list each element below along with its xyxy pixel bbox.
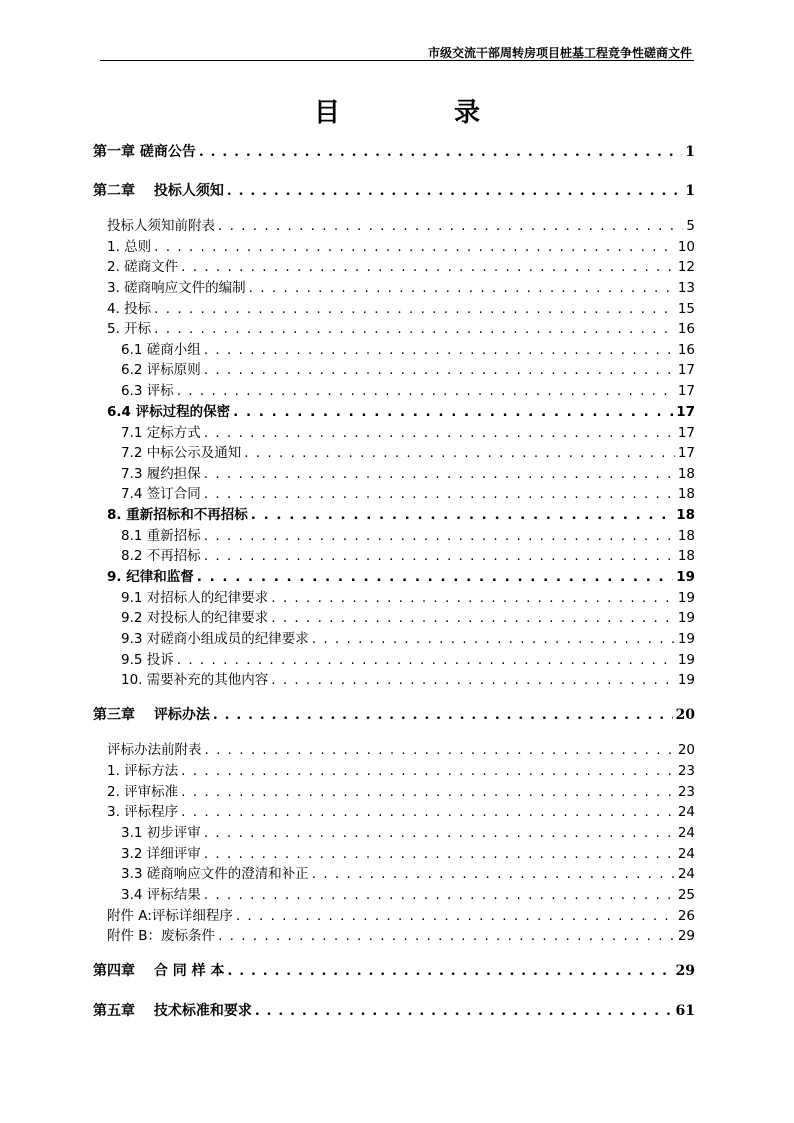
toc-entry-label: 8.2 不再招标 [121,548,201,564]
dot-leader [228,963,673,979]
dot-leader [154,301,675,317]
toc-entry-label: 7.3 履约担保 [121,466,201,482]
toc-entry-label: 8. 重新招标和不再招标 [107,507,248,523]
toc-entry-page-number: 25 [677,887,695,903]
toc-entry[interactable] [121,421,695,441]
toc-entry-label: 投标人须知前附表 [107,218,215,234]
toc-entry-page-number: 24 [677,825,695,841]
toc-entry-label: 7.4 签订合同 [121,486,201,502]
toc-entry-label: 3.3 磋商响应文件的澄清和补正 [121,866,309,882]
dot-leader [227,183,682,199]
toc-entry-label: 第五章 技术标准和要求 [93,1003,252,1019]
dot-leader [181,784,675,800]
toc-entry-label: 1. 总则 [107,239,152,255]
dot-leader [181,259,675,275]
toc-entry-label: 3.1 初步评审 [121,825,201,841]
toc-entry-page-number: 61 [675,1003,695,1019]
toc-chapter-entry[interactable] [93,960,695,980]
dot-leader [205,742,675,758]
toc-entry-label: 3. 评标程序 [107,804,179,820]
dot-leader [213,707,673,723]
toc-entry-label: 8.1 重新招标 [121,528,201,544]
toc-entry-page-number: 19 [677,631,695,647]
toc-entry[interactable] [107,214,695,234]
toc-entry-label: 6.1 磋商小组 [121,342,201,358]
dot-leader [204,887,675,903]
dot-leader [236,908,675,924]
toc-entry-label: 3.2 详细评审 [121,846,201,862]
toc-entry[interactable] [121,842,695,862]
toc-entry-page-number: 19 [677,590,695,606]
toc-entry[interactable] [121,462,695,482]
toc-entry-page-number: 23 [677,763,695,779]
toc-entry-label: 5. 开标 [107,321,152,337]
toc-entry[interactable] [107,738,695,758]
toc-entry-label: 第三章 评标办法 [93,707,210,723]
dot-leader [249,280,675,296]
toc-entry-page-number: 18 [677,486,695,502]
dot-leader [204,362,675,378]
toc-entry-page-number: 20 [675,707,695,723]
toc-entry[interactable] [107,565,695,585]
toc-entry-page-number: 18 [677,548,695,564]
toc-entry-label: 1. 评标方法 [107,763,179,779]
toc-entry-page-number: 5 [686,218,695,234]
toc-entry-page-number: 17 [677,425,695,441]
dot-leader [181,804,675,820]
toc-entry-label: 9.2 对投标人的纪律要求 [121,610,269,626]
toc-entry-page-number: 17 [677,362,695,378]
toc-entry-label: 2. 评审标准 [107,784,179,800]
toc-entry-label: 3.4 评标结果 [121,887,201,903]
toc-entry-page-number: 10 [677,239,695,255]
dot-leader [204,846,675,862]
toc-entry-label: 9.5 投诉 [121,652,174,668]
dot-leader [199,144,682,160]
toc-entry[interactable] [121,586,695,606]
toc-entry-page-number: 17 [676,404,695,420]
toc-entry-page-number: 18 [677,466,695,482]
toc-entry[interactable] [121,627,695,647]
toc-entry[interactable] [121,821,695,841]
toc-entry[interactable] [121,606,695,626]
dot-leader [204,548,675,564]
toc-entry-page-number: 26 [677,908,695,924]
toc-entry[interactable] [121,379,695,399]
dot-leader [255,1003,673,1019]
toc-entry[interactable] [107,759,695,779]
toc-entry-label: 第二章 投标人须知 [93,183,224,199]
toc-entry[interactable] [107,924,695,944]
toc-entry-page-number: 29 [675,963,695,979]
toc-entry-page-number: 19 [676,569,695,585]
dot-leader [244,445,675,461]
toc-entry[interactable] [121,482,695,502]
dot-leader [312,866,675,882]
toc-entry-page-number: 19 [677,672,695,688]
toc-entry-label: 6.2 评标原则 [121,362,201,378]
dot-leader [154,239,675,255]
toc-entry-label: 2. 磋商文件 [107,259,179,275]
toc-entry[interactable] [107,904,695,924]
dot-leader [204,528,675,544]
toc-entry-page-number: 1 [685,183,695,199]
toc-entry[interactable] [121,358,695,378]
dot-leader [204,825,675,841]
toc-entry-page-number: 16 [677,321,695,337]
toc-entry[interactable] [107,317,695,337]
toc-entry-page-number: 23 [677,784,695,800]
toc-entry-page-number: 29 [677,928,695,944]
toc-entry[interactable] [121,544,695,564]
dot-leader [181,763,675,779]
toc-entry-page-number: 18 [676,507,695,523]
dot-leader [204,486,675,502]
toc-entry-page-number: 17 [677,445,695,461]
toc-entry[interactable] [121,441,695,461]
toc-chapter-entry[interactable] [93,704,695,724]
toc-entry-label: 9.3 对磋商小组成员的纪律要求 [121,631,309,647]
dot-leader [204,342,675,358]
toc-entry-label: 9.1 对招标人的纪律要求 [121,590,269,606]
toc-entry-page-number: 1 [685,144,695,160]
toc-entry[interactable] [121,524,695,544]
running-header [100,44,694,61]
toc-entry-label: 7.2 中标公示及通知 [121,445,242,461]
toc-entry-page-number: 17 [677,383,695,399]
toc-entry[interactable] [107,235,695,255]
toc-entry-page-number: 20 [677,742,695,758]
toc-entry-label: 7.1 定标方式 [121,425,201,441]
toc-entry[interactable] [121,648,695,668]
toc-entry-page-number: 24 [677,866,695,882]
toc-title: 目 录 [313,98,524,128]
toc-entry-label: 10. 需要补充的其他内容 [121,672,269,688]
toc-entry[interactable] [121,668,695,688]
dot-leader [204,425,675,441]
toc-entry-page-number: 18 [677,528,695,544]
toc-entry-label: 第一章 磋商公告 [93,144,196,160]
toc-entry[interactable] [121,338,695,358]
toc-entry[interactable] [107,503,695,523]
toc-entry-page-number: 24 [677,846,695,862]
dot-leader [177,652,675,668]
toc-entry-label: 4. 投标 [107,301,152,317]
dot-leader [177,383,675,399]
toc-entry-page-number: 12 [677,259,695,275]
toc-chapter-entry[interactable] [93,180,695,200]
toc-entry-page-number: 16 [677,342,695,358]
dot-leader [218,218,683,234]
header-text: 市级交流干部周转房项目桩基工程竞争性磋商文件 [427,46,692,60]
toc-entry[interactable] [121,862,695,882]
dot-leader [251,507,673,523]
dot-leader [204,466,675,482]
toc-entry-page-number: 19 [677,610,695,626]
toc-entry-page-number: 19 [677,652,695,668]
dot-leader [271,610,675,626]
toc-entry-label: 6.3 评标 [121,383,174,399]
toc-entry-label: 附件 A:评标详细程序 [107,908,233,924]
dot-leader [218,928,675,944]
dot-leader [197,569,673,585]
toc-entry[interactable] [107,255,695,275]
dot-leader [271,672,675,688]
toc-entry-label: 9. 纪律和监督 [107,569,194,585]
toc-entry-page-number: 13 [677,280,695,296]
toc-entry-label: 6.4 评标过程的保密 [107,404,231,420]
toc-entry[interactable] [107,400,695,420]
toc-entry[interactable] [107,276,695,296]
dot-leader [154,321,675,337]
dot-leader [271,590,675,606]
toc-entry[interactable] [107,297,695,317]
toc-entry[interactable] [107,780,695,800]
dot-leader [312,631,675,647]
toc-entry-page-number: 24 [677,804,695,820]
toc-entry-label: 附件 B：废标条件 [107,928,216,944]
toc-chapter-entry[interactable] [93,1000,695,1020]
toc-entry-label: 第四章 合 同 样 本 [93,963,225,979]
toc-entry[interactable] [107,800,695,820]
toc-entry-page-number: 15 [677,301,695,317]
toc-entry[interactable] [121,883,695,903]
dot-leader [233,404,673,420]
toc-entry-label: 3. 磋商响应文件的编制 [107,280,246,296]
toc-chapter-entry[interactable] [93,141,695,161]
toc-entry-label: 评标办法前附表 [107,742,202,758]
